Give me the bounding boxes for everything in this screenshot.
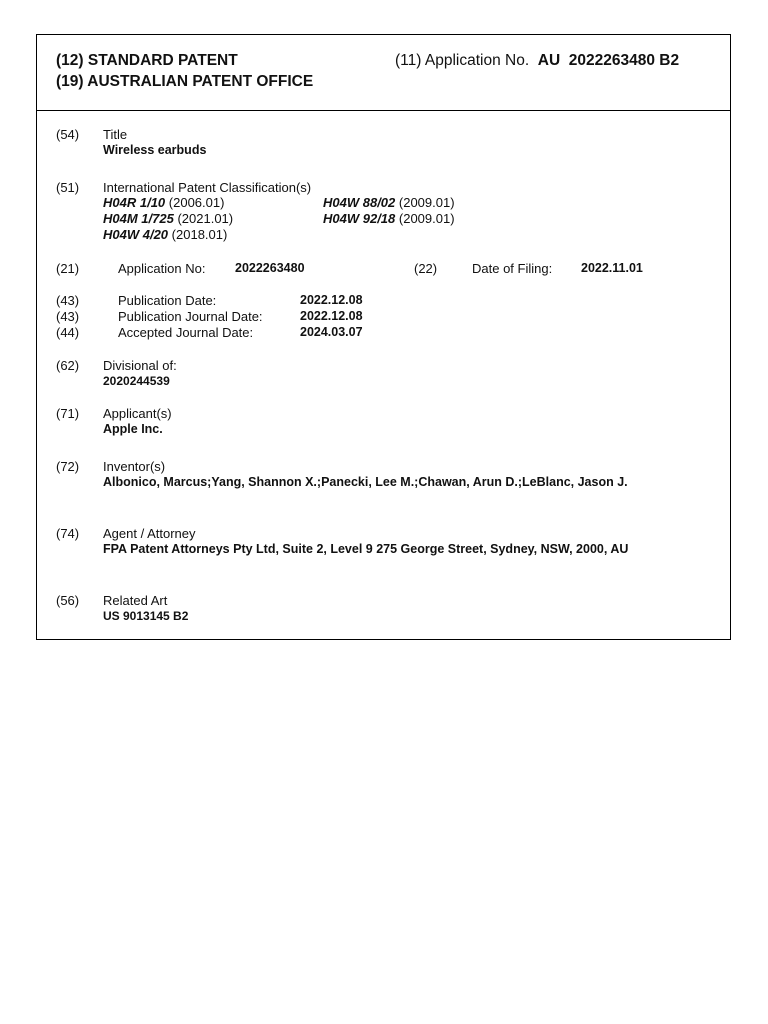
inventors-value: Albonico, Marcus;Yang, Shannon X.;Panecki, Lee M.;Chawan, Arun D.;LeBlanc, Jason J. bbox=[103, 475, 628, 489]
ipc-year: (2006.01) bbox=[168, 195, 225, 210]
patent-header bbox=[37, 35, 730, 111]
patent-office-heading: (19) AUSTRALIAN PATENT OFFICE bbox=[56, 73, 314, 90]
application-number: 2022263480 B2 bbox=[568, 52, 680, 69]
publication-value: 2024.03.07 bbox=[300, 325, 363, 339]
patent-record-box bbox=[36, 34, 731, 640]
ipc-year: (2009.01) bbox=[398, 195, 455, 210]
ipc-class: H04W 4/20 bbox=[103, 227, 169, 242]
applicant-label: Applicant(s) bbox=[103, 406, 172, 421]
applicant-value: Apple Inc. bbox=[103, 422, 163, 436]
ipc-item bbox=[103, 211, 233, 226]
application-code: (21) bbox=[56, 261, 80, 276]
filing-value: 2022.11.01 bbox=[581, 261, 643, 275]
ipc-class: H04R 1/10 bbox=[103, 195, 166, 210]
agent-label: Agent / Attorney bbox=[103, 526, 196, 541]
application-prefix: (11) Application No. bbox=[395, 52, 530, 69]
publication-code: (43) bbox=[56, 293, 80, 308]
publication-value: 2022.12.08 bbox=[300, 309, 363, 323]
publication-label: Accepted Journal Date: bbox=[118, 325, 254, 340]
agent-code: (74) bbox=[56, 526, 80, 541]
ipc-year: (2018.01) bbox=[171, 227, 228, 242]
ipc-item bbox=[103, 227, 227, 242]
ipc-class: H04W 92/18 bbox=[323, 211, 396, 226]
ipc-item bbox=[323, 211, 455, 226]
application-value: 2022263480 bbox=[235, 261, 305, 275]
publication-label: Publication Journal Date: bbox=[118, 309, 263, 324]
application-number-heading bbox=[395, 52, 679, 70]
title-code: (54) bbox=[56, 127, 80, 142]
application-au: AU bbox=[537, 52, 561, 69]
inventors-code: (72) bbox=[56, 459, 80, 474]
applicant-code: (71) bbox=[56, 406, 80, 421]
standard-patent-heading: (12) STANDARD PATENT bbox=[56, 52, 238, 69]
divisional-label: Divisional of: bbox=[103, 358, 177, 373]
title-label: Title bbox=[103, 127, 128, 142]
ipc-class: H04W 88/02 bbox=[323, 195, 396, 210]
publication-value: 2022.12.08 bbox=[300, 293, 363, 307]
filing-label: Date of Filing: bbox=[472, 261, 553, 276]
ipc-item bbox=[323, 195, 455, 210]
related-art-code: (56) bbox=[56, 593, 80, 608]
application-label: Application No: bbox=[118, 261, 206, 276]
ipc-year: (2021.01) bbox=[177, 211, 234, 226]
ipc-year: (2009.01) bbox=[398, 211, 455, 226]
publication-code: (44) bbox=[56, 325, 80, 340]
agent-value: FPA Patent Attorneys Pty Ltd, Suite 2, Level 9 275 George Street, Sydney, NSW, 2000, AU bbox=[103, 542, 629, 556]
publication-code: (43) bbox=[56, 309, 80, 324]
ipc-class: H04M 1/725 bbox=[103, 211, 174, 226]
divisional-code: (62) bbox=[56, 358, 80, 373]
related-art-value: US 9013145 B2 bbox=[103, 609, 189, 623]
inventors-label: Inventor(s) bbox=[103, 459, 166, 474]
title-value: Wireless earbuds bbox=[103, 143, 207, 157]
publication-label: Publication Date: bbox=[118, 293, 217, 308]
divisional-value: 2020244539 bbox=[103, 374, 170, 388]
ipc-item bbox=[103, 195, 224, 210]
ipc-label: International Patent Classification(s) bbox=[103, 180, 312, 195]
ipc-code: (51) bbox=[56, 180, 80, 195]
filing-code: (22) bbox=[414, 261, 438, 276]
related-art-label: Related Art bbox=[103, 593, 168, 608]
